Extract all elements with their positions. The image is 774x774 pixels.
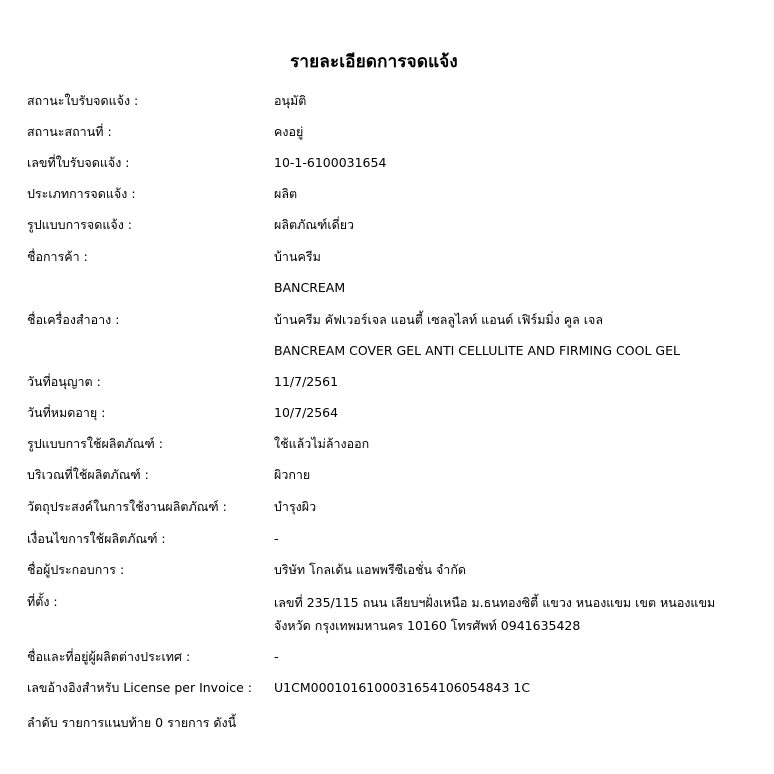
field-value: บริษัท โกลเด้น แอพพรีซีเอชั่น จำกัด	[274, 562, 467, 577]
field-label: สถานะใบรับจดแจ้ง :	[27, 93, 139, 108]
field-value: บำรุงผิว	[274, 499, 317, 514]
field-label: รูปแบบการใช้ผลิตภัณฑ์ :	[27, 436, 163, 451]
attachment-list-note: ลำดับ รายการแนบท้าย 0 รายการ ดังนี้	[27, 715, 237, 730]
field-label: ชื่อเครื่องสำอาง :	[27, 312, 120, 327]
field-label: บริเวณที่ใช้ผลิตภัณฑ์ :	[27, 467, 149, 482]
field-label: ประเภทการจดแจ้ง :	[27, 186, 136, 201]
field-label: วันที่อนุญาต :	[27, 374, 101, 389]
field-value: บ้านครีม	[274, 249, 321, 264]
field-label: ชื่อและที่อยู่ผู้ผลิตต่างประเทศ :	[27, 649, 191, 664]
field-value: -	[274, 649, 279, 664]
field-value: อนุมัติ	[274, 93, 307, 108]
field-label: ที่ตั้ง :	[27, 594, 58, 609]
field-value: บ้านครีม คัฟเวอร์เจล แอนตี้ เซลลูไลท์ แอนด์ เฟิร์มมิ่ง คูล เจล	[274, 312, 604, 327]
field-value: ผิวกาย	[274, 467, 311, 482]
field-value: -	[274, 531, 279, 546]
field-label: เลขอ้างอิงสำหรับ License per Invoice :	[27, 680, 252, 695]
field-label: เงื่อนไขการใช้ผลิตภัณฑ์ :	[27, 531, 166, 546]
field-value: เลขที่ 235/115 ถนน เลียบฯฝั่งเหนือ ม.ธนทองซิตี้ แขวง หนองแขม เขต หนองแขม จังหวัด กรุงเทพมหานคร 10160 โทรศัพท์ 0941635428	[274, 595, 716, 633]
field-value: 10/7/2564	[274, 405, 339, 420]
field-value: BANCREAM COVER GEL ANTI CELLULITE AND FIRMING COOL GEL	[274, 343, 680, 358]
field-label: วัตถุประสงค์ในการใช้งานผลิตภัณฑ์ :	[27, 499, 227, 514]
field-value: ผลิตภัณฑ์เดี่ยว	[274, 217, 355, 232]
field-value: 10-1-6100031654	[274, 155, 387, 170]
field-value: ใช้แล้วไม่ล้างออก	[274, 436, 370, 451]
field-value: BANCREAM	[274, 280, 346, 295]
field-label: วันที่หมดอายุ :	[27, 405, 106, 420]
field-value: คงอยู่	[274, 124, 304, 139]
field-label: เลขที่ใบรับจดแจ้ง :	[27, 155, 130, 170]
field-value: U1CM0001016100031654106054843 1C	[274, 680, 531, 695]
field-label: สถานะสถานที่ :	[27, 124, 112, 139]
field-label: ชื่อการค้า :	[27, 249, 88, 264]
field-label: ชื่อผู้ประกอบการ :	[27, 562, 125, 577]
field-label: รูปแบบการจดแจ้ง :	[27, 217, 132, 232]
field-value: ผลิต	[274, 186, 298, 201]
page-title: รายละเอียดการจดแจ้ง	[290, 52, 458, 72]
field-value: 11/7/2561	[274, 374, 339, 389]
